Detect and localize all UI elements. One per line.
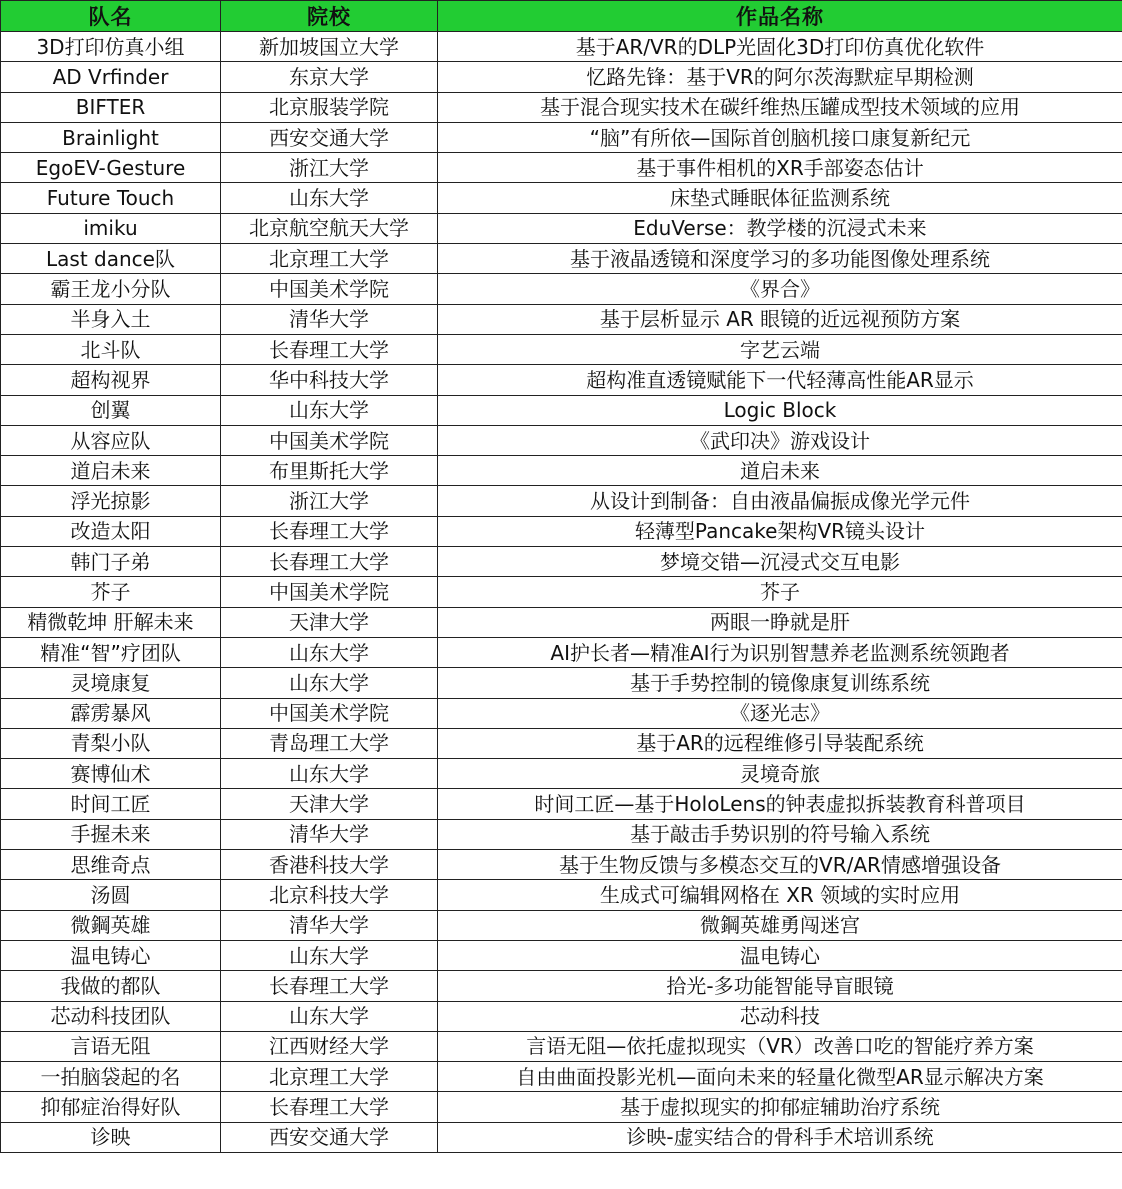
team-name-cell: 半身入土: [1, 304, 221, 334]
school-cell: 北京服装学院: [221, 92, 438, 122]
school-cell: 山东大学: [221, 759, 438, 789]
team-name-cell: 温电铸心: [1, 940, 221, 970]
project-name-cell: 微鋼英雄勇闯迷宫: [438, 910, 1122, 940]
project-name-cell: 《武印决》游戏设计: [438, 425, 1122, 455]
school-cell: 长春理工大学: [221, 516, 438, 546]
table-row: [1, 1001, 1122, 1031]
table-row: [1, 1122, 1122, 1152]
project-name-cell: 基于虚拟现实的抑郁症辅助治疗系统: [438, 1092, 1122, 1122]
project-name-cell: 芥子: [438, 577, 1122, 607]
school-cell: 中国美术学院: [221, 698, 438, 728]
header-team-name: 队名: [1, 1, 221, 32]
project-name-cell: “脑”有所依—国际首创脑机接口康复新纪元: [438, 122, 1122, 152]
school-cell: 长春理工大学: [221, 334, 438, 364]
table-row: [1, 62, 1122, 92]
table-row: [1, 334, 1122, 364]
table-row: [1, 486, 1122, 516]
project-name-cell: 《逐光志》: [438, 698, 1122, 728]
table-row: [1, 304, 1122, 334]
school-cell: 长春理工大学: [221, 547, 438, 577]
table-row: [1, 153, 1122, 183]
team-name-cell: 精准“智”疗团队: [1, 637, 221, 667]
school-cell: 北京理工大学: [221, 244, 438, 274]
table-row: [1, 940, 1122, 970]
team-name-cell: BIFTER: [1, 92, 221, 122]
table-row: [1, 183, 1122, 213]
project-name-cell: 时间工匠—基于HoloLens的钟表虚拟拆装教育科普项目: [438, 789, 1122, 819]
school-cell: 青岛理工大学: [221, 728, 438, 758]
team-name-cell: 芯动科技团队: [1, 1001, 221, 1031]
school-cell: 清华大学: [221, 910, 438, 940]
header-project-name: 作品名称: [438, 1, 1122, 32]
table-row: [1, 971, 1122, 1001]
project-name-cell: 基于敲击手势识别的符号输入系统: [438, 819, 1122, 849]
team-name-cell: Last dance队: [1, 244, 221, 274]
team-name-cell: 北斗队: [1, 334, 221, 364]
school-cell: 天津大学: [221, 789, 438, 819]
team-name-cell: 精微乾坤 肝解未来: [1, 607, 221, 637]
school-cell: 华中科技大学: [221, 365, 438, 395]
table-row: [1, 547, 1122, 577]
project-name-cell: 芯动科技: [438, 1001, 1122, 1031]
team-name-cell: EgoEV-Gesture: [1, 153, 221, 183]
school-cell: 东京大学: [221, 62, 438, 92]
team-name-cell: 青梨小队: [1, 728, 221, 758]
team-name-cell: 浮光掠影: [1, 486, 221, 516]
table-row: [1, 244, 1122, 274]
table-row: [1, 759, 1122, 789]
school-cell: 山东大学: [221, 183, 438, 213]
school-cell: 西安交通大学: [221, 1122, 438, 1152]
project-name-cell: 基于液晶透镜和深度学习的多功能图像处理系统: [438, 244, 1122, 274]
project-name-cell: 自由曲面投影光机—面向未来的轻量化微型AR显示解决方案: [438, 1062, 1122, 1092]
school-cell: 长春理工大学: [221, 1092, 438, 1122]
school-cell: 新加坡国立大学: [221, 32, 438, 62]
table-row: [1, 425, 1122, 455]
team-name-cell: AD Vrfinder: [1, 62, 221, 92]
team-name-cell: 诊映: [1, 1122, 221, 1152]
table-row: [1, 668, 1122, 698]
team-name-cell: 韩门子弟: [1, 547, 221, 577]
team-name-cell: 一拍脑袋起的名: [1, 1062, 221, 1092]
team-name-cell: 超构视界: [1, 365, 221, 395]
table-row: [1, 698, 1122, 728]
team-name-cell: 言语无阻: [1, 1031, 221, 1061]
team-name-cell: 从容应队: [1, 425, 221, 455]
project-name-cell: 基于层析显示 AR 眼镜的近远视预防方案: [438, 304, 1122, 334]
team-name-cell: 手握未来: [1, 819, 221, 849]
project-name-cell: 梦境交错—沉浸式交互电影: [438, 547, 1122, 577]
header-row: [1, 1, 1122, 32]
team-name-cell: 思维奇点: [1, 850, 221, 880]
team-name-cell: 微鋼英雄: [1, 910, 221, 940]
table-row: [1, 728, 1122, 758]
project-name-cell: 字艺云端: [438, 334, 1122, 364]
team-name-cell: 我做的都队: [1, 971, 221, 1001]
project-name-cell: 道启未来: [438, 456, 1122, 486]
team-name-cell: Future Touch: [1, 183, 221, 213]
table-row: [1, 1031, 1122, 1061]
table-row: [1, 32, 1122, 62]
team-name-cell: 汤圆: [1, 880, 221, 910]
project-name-cell: AI护长者—精准AI行为识别智慧养老监测系统领跑者: [438, 637, 1122, 667]
project-name-cell: 温电铸心: [438, 940, 1122, 970]
team-name-cell: Brainlight: [1, 122, 221, 152]
project-name-cell: 基于手势控制的镜像康复训练系统: [438, 668, 1122, 698]
table-row: [1, 910, 1122, 940]
project-name-cell: 基于混合现实技术在碳纤维热压罐成型技术领域的应用: [438, 92, 1122, 122]
table-row: [1, 1092, 1122, 1122]
header-school: 院校: [221, 1, 438, 32]
school-cell: 中国美术学院: [221, 274, 438, 304]
school-cell: 浙江大学: [221, 153, 438, 183]
table-row: [1, 577, 1122, 607]
project-name-cell: 基于生物反馈与多模态交互的VR/AR情感增强设备: [438, 850, 1122, 880]
project-name-cell: 轻薄型Pancake架构VR镜头设计: [438, 516, 1122, 546]
table-row: [1, 274, 1122, 304]
project-name-cell: 基于AR/VR的DLP光固化3D打印仿真优化软件: [438, 32, 1122, 62]
school-cell: 北京科技大学: [221, 880, 438, 910]
project-name-cell: 《界合》: [438, 274, 1122, 304]
team-name-cell: 时间工匠: [1, 789, 221, 819]
school-cell: 西安交通大学: [221, 122, 438, 152]
table-row: [1, 92, 1122, 122]
team-name-cell: 霹雳暴风: [1, 698, 221, 728]
school-cell: 北京理工大学: [221, 1062, 438, 1092]
team-name-cell: 赛博仙术: [1, 759, 221, 789]
table-row: [1, 789, 1122, 819]
table-row: [1, 850, 1122, 880]
school-cell: 山东大学: [221, 395, 438, 425]
team-name-cell: 灵境康复: [1, 668, 221, 698]
project-name-cell: 基于事件相机的XR手部姿态估计: [438, 153, 1122, 183]
table-row: [1, 365, 1122, 395]
table-body: [1, 32, 1122, 1153]
table-row: [1, 637, 1122, 667]
project-name-cell: 从设计到制备：自由液晶偏振成像光学元件: [438, 486, 1122, 516]
school-cell: 山东大学: [221, 940, 438, 970]
school-cell: 长春理工大学: [221, 971, 438, 1001]
project-name-cell: 拾光-多功能智能导盲眼镜: [438, 971, 1122, 1001]
table-row: [1, 516, 1122, 546]
project-name-cell: 超构准直透镜赋能下一代轻薄高性能AR显示: [438, 365, 1122, 395]
school-cell: 山东大学: [221, 668, 438, 698]
school-cell: 浙江大学: [221, 486, 438, 516]
school-cell: 江西财经大学: [221, 1031, 438, 1061]
school-cell: 中国美术学院: [221, 577, 438, 607]
table-row: [1, 122, 1122, 152]
school-cell: 天津大学: [221, 607, 438, 637]
project-name-cell: 两眼一睁就是肝: [438, 607, 1122, 637]
table-row: [1, 607, 1122, 637]
team-name-cell: 芥子: [1, 577, 221, 607]
project-name-cell: 生成式可编辑网格在 XR 领域的实时应用: [438, 880, 1122, 910]
project-name-cell: 灵境奇旅: [438, 759, 1122, 789]
project-name-cell: 床垫式睡眠体征监测系统: [438, 183, 1122, 213]
project-name-cell: 言语无阻—依托虚拟现实（VR）改善口吃的智能疗养方案: [438, 1031, 1122, 1061]
school-cell: 山东大学: [221, 637, 438, 667]
team-name-cell: 改造太阳: [1, 516, 221, 546]
table-row: [1, 456, 1122, 486]
team-name-cell: 道启未来: [1, 456, 221, 486]
table-row: [1, 880, 1122, 910]
school-cell: 香港科技大学: [221, 850, 438, 880]
school-cell: 中国美术学院: [221, 425, 438, 455]
project-name-cell: Logic Block: [438, 395, 1122, 425]
table-row: [1, 1062, 1122, 1092]
school-cell: 山东大学: [221, 1001, 438, 1031]
table-row: [1, 395, 1122, 425]
school-cell: 清华大学: [221, 304, 438, 334]
team-name-cell: 创翼: [1, 395, 221, 425]
table-row: [1, 213, 1122, 243]
team-name-cell: 3D打印仿真小组: [1, 32, 221, 62]
school-cell: 布里斯托大学: [221, 456, 438, 486]
project-name-cell: EduVerse：教学楼的沉浸式未来: [438, 213, 1122, 243]
project-name-cell: 诊映-虚实结合的骨科手术培训系统: [438, 1122, 1122, 1152]
team-name-cell: imiku: [1, 213, 221, 243]
project-name-cell: 基于AR的远程维修引导装配系统: [438, 728, 1122, 758]
team-name-cell: 霸王龙小分队: [1, 274, 221, 304]
school-cell: 清华大学: [221, 819, 438, 849]
team-name-cell: 抑郁症治得好队: [1, 1092, 221, 1122]
school-cell: 北京航空航天大学: [221, 213, 438, 243]
table-row: [1, 819, 1122, 849]
project-name-cell: 忆路先锋：基于VR的阿尔茨海默症早期检测: [438, 62, 1122, 92]
